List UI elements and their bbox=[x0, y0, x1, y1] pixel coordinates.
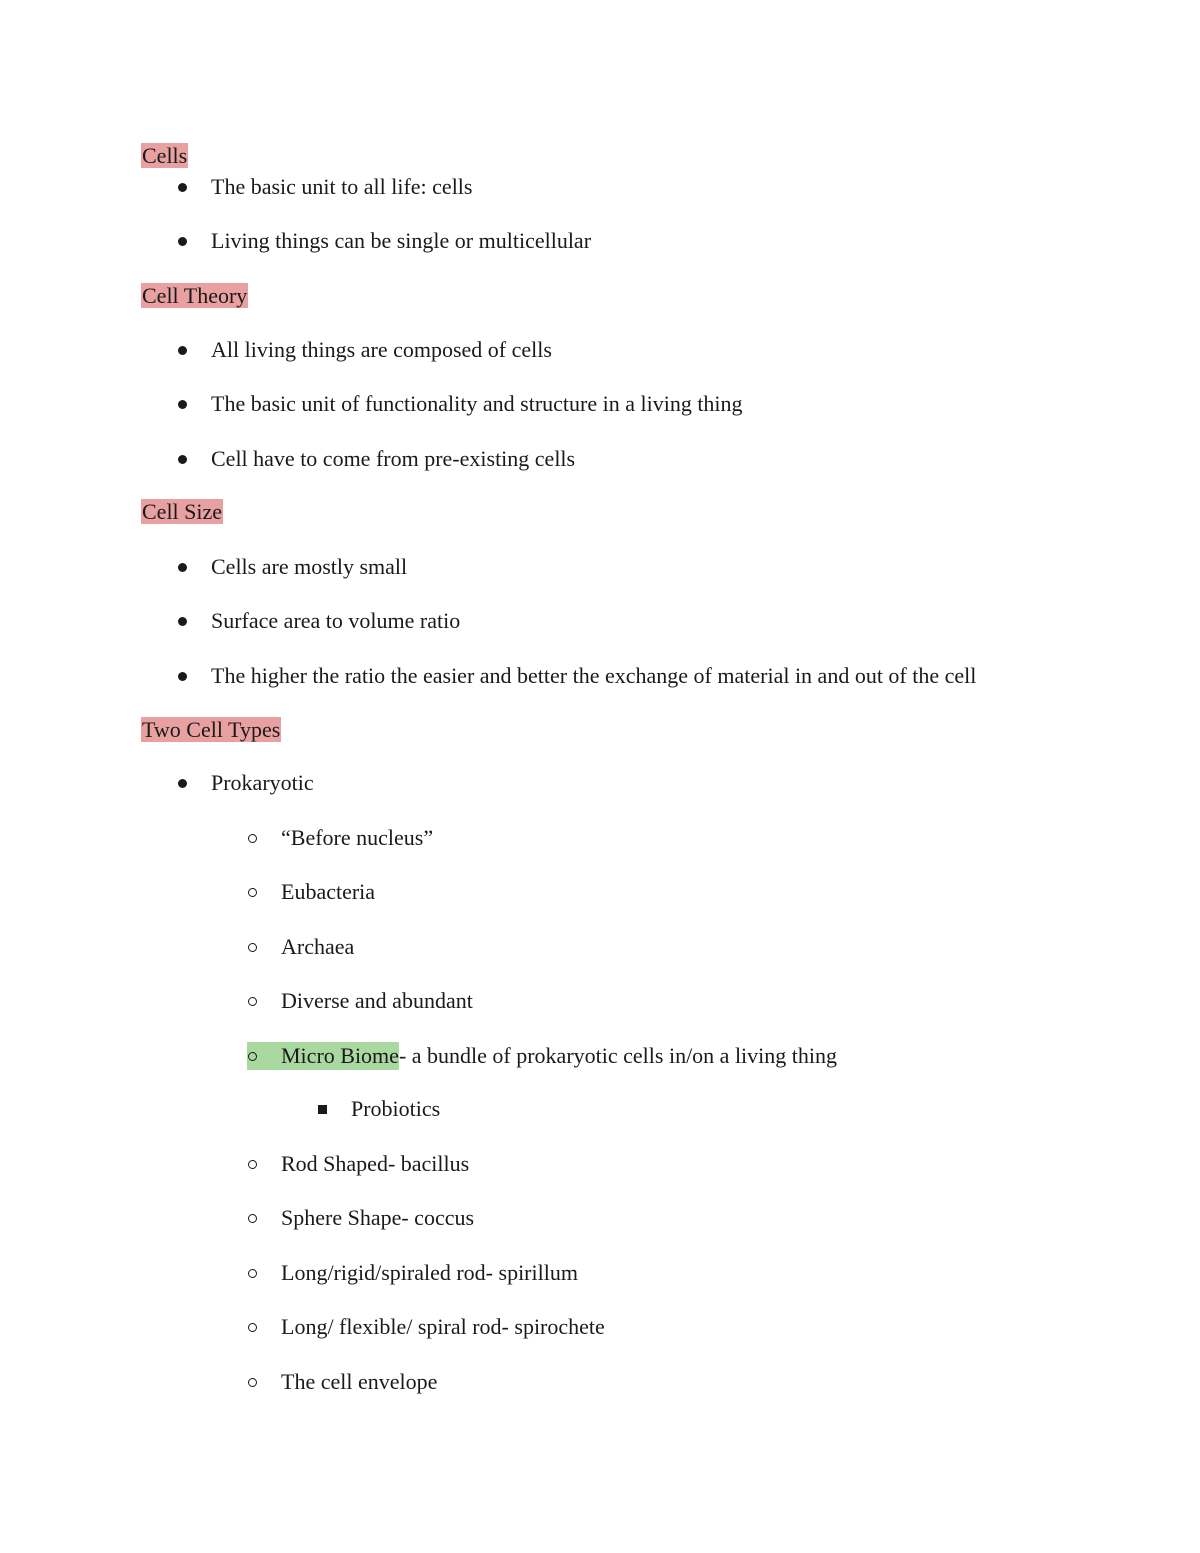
list-item: The higher the ratio the easier and better the exchange of material in and out of the cell bbox=[178, 662, 976, 690]
heading-two-cell-types bbox=[141, 716, 281, 744]
bullet-dot-icon bbox=[178, 672, 187, 681]
heading-cell-size bbox=[141, 498, 223, 526]
bullet-dot-icon bbox=[178, 346, 187, 355]
heading-cell-theory bbox=[141, 282, 248, 310]
bullet-square-icon bbox=[318, 1105, 327, 1114]
bullet-dot-icon bbox=[178, 617, 187, 626]
bullet-circle-icon bbox=[248, 1323, 257, 1332]
bullet-dot-icon bbox=[178, 400, 187, 409]
bullet-circle-icon bbox=[248, 834, 257, 843]
list-item: The basic unit to all life: cells bbox=[178, 173, 472, 201]
list-item-probiotics: Probiotics bbox=[318, 1095, 440, 1123]
bullet-dot-icon bbox=[178, 237, 187, 246]
list-item: Cell have to come from pre-existing cells bbox=[178, 445, 575, 473]
bullet-circle-icon bbox=[248, 1269, 257, 1278]
list-item: Eubacteria bbox=[248, 878, 375, 906]
heading-two-cell-types-text: Two Cell Types bbox=[142, 717, 281, 742]
list-item: Diverse and abundant bbox=[248, 987, 473, 1015]
list-item: Cells are mostly small bbox=[178, 553, 407, 581]
bullet-dot-icon bbox=[178, 779, 187, 788]
heading-cell-theory-text: Cell Theory bbox=[142, 283, 248, 308]
list-item: Living things can be single or multicellular bbox=[178, 227, 591, 255]
bullet-dot-icon bbox=[178, 563, 187, 572]
list-item: All living things are composed of cells bbox=[178, 336, 552, 364]
list-item: Long/ flexible/ spiral rod- spirochete bbox=[248, 1313, 605, 1341]
list-item: The basic unit of functionality and structure in a living thing bbox=[178, 390, 743, 418]
list-item: Sphere Shape- coccus bbox=[248, 1204, 474, 1232]
bullet-circle-icon bbox=[248, 943, 257, 952]
list-item: Archaea bbox=[248, 933, 354, 961]
list-item-micro-biome bbox=[247, 1042, 837, 1070]
list-item: The cell envelope bbox=[248, 1368, 437, 1396]
bullet-circle-icon bbox=[248, 1052, 257, 1061]
bullet-circle-icon bbox=[248, 888, 257, 897]
micro-biome-highlight bbox=[247, 1042, 399, 1070]
heading-cells bbox=[141, 142, 188, 170]
list-item: “Before nucleus” bbox=[248, 824, 433, 852]
heading-cell-size-text: Cell Size bbox=[142, 499, 223, 524]
list-item: Long/rigid/spiraled rod- spirillum bbox=[248, 1259, 578, 1287]
bullet-dot-icon bbox=[178, 183, 187, 192]
bullet-circle-icon bbox=[248, 997, 257, 1006]
micro-biome-term: Micro Biome bbox=[281, 1043, 399, 1068]
bullet-circle-icon bbox=[248, 1160, 257, 1169]
bullet-circle-icon bbox=[248, 1214, 257, 1223]
list-item: Rod Shaped- bacillus bbox=[248, 1150, 469, 1178]
bullet-circle-icon bbox=[248, 1378, 257, 1387]
list-item-prokaryotic: Prokaryotic bbox=[178, 769, 314, 797]
list-item: Surface area to volume ratio bbox=[178, 607, 460, 635]
micro-biome-definition: - a bundle of prokaryotic cells in/on a living thing bbox=[398, 1043, 838, 1068]
bullet-dot-icon bbox=[178, 455, 187, 464]
heading-cells-text: Cells bbox=[142, 143, 188, 168]
